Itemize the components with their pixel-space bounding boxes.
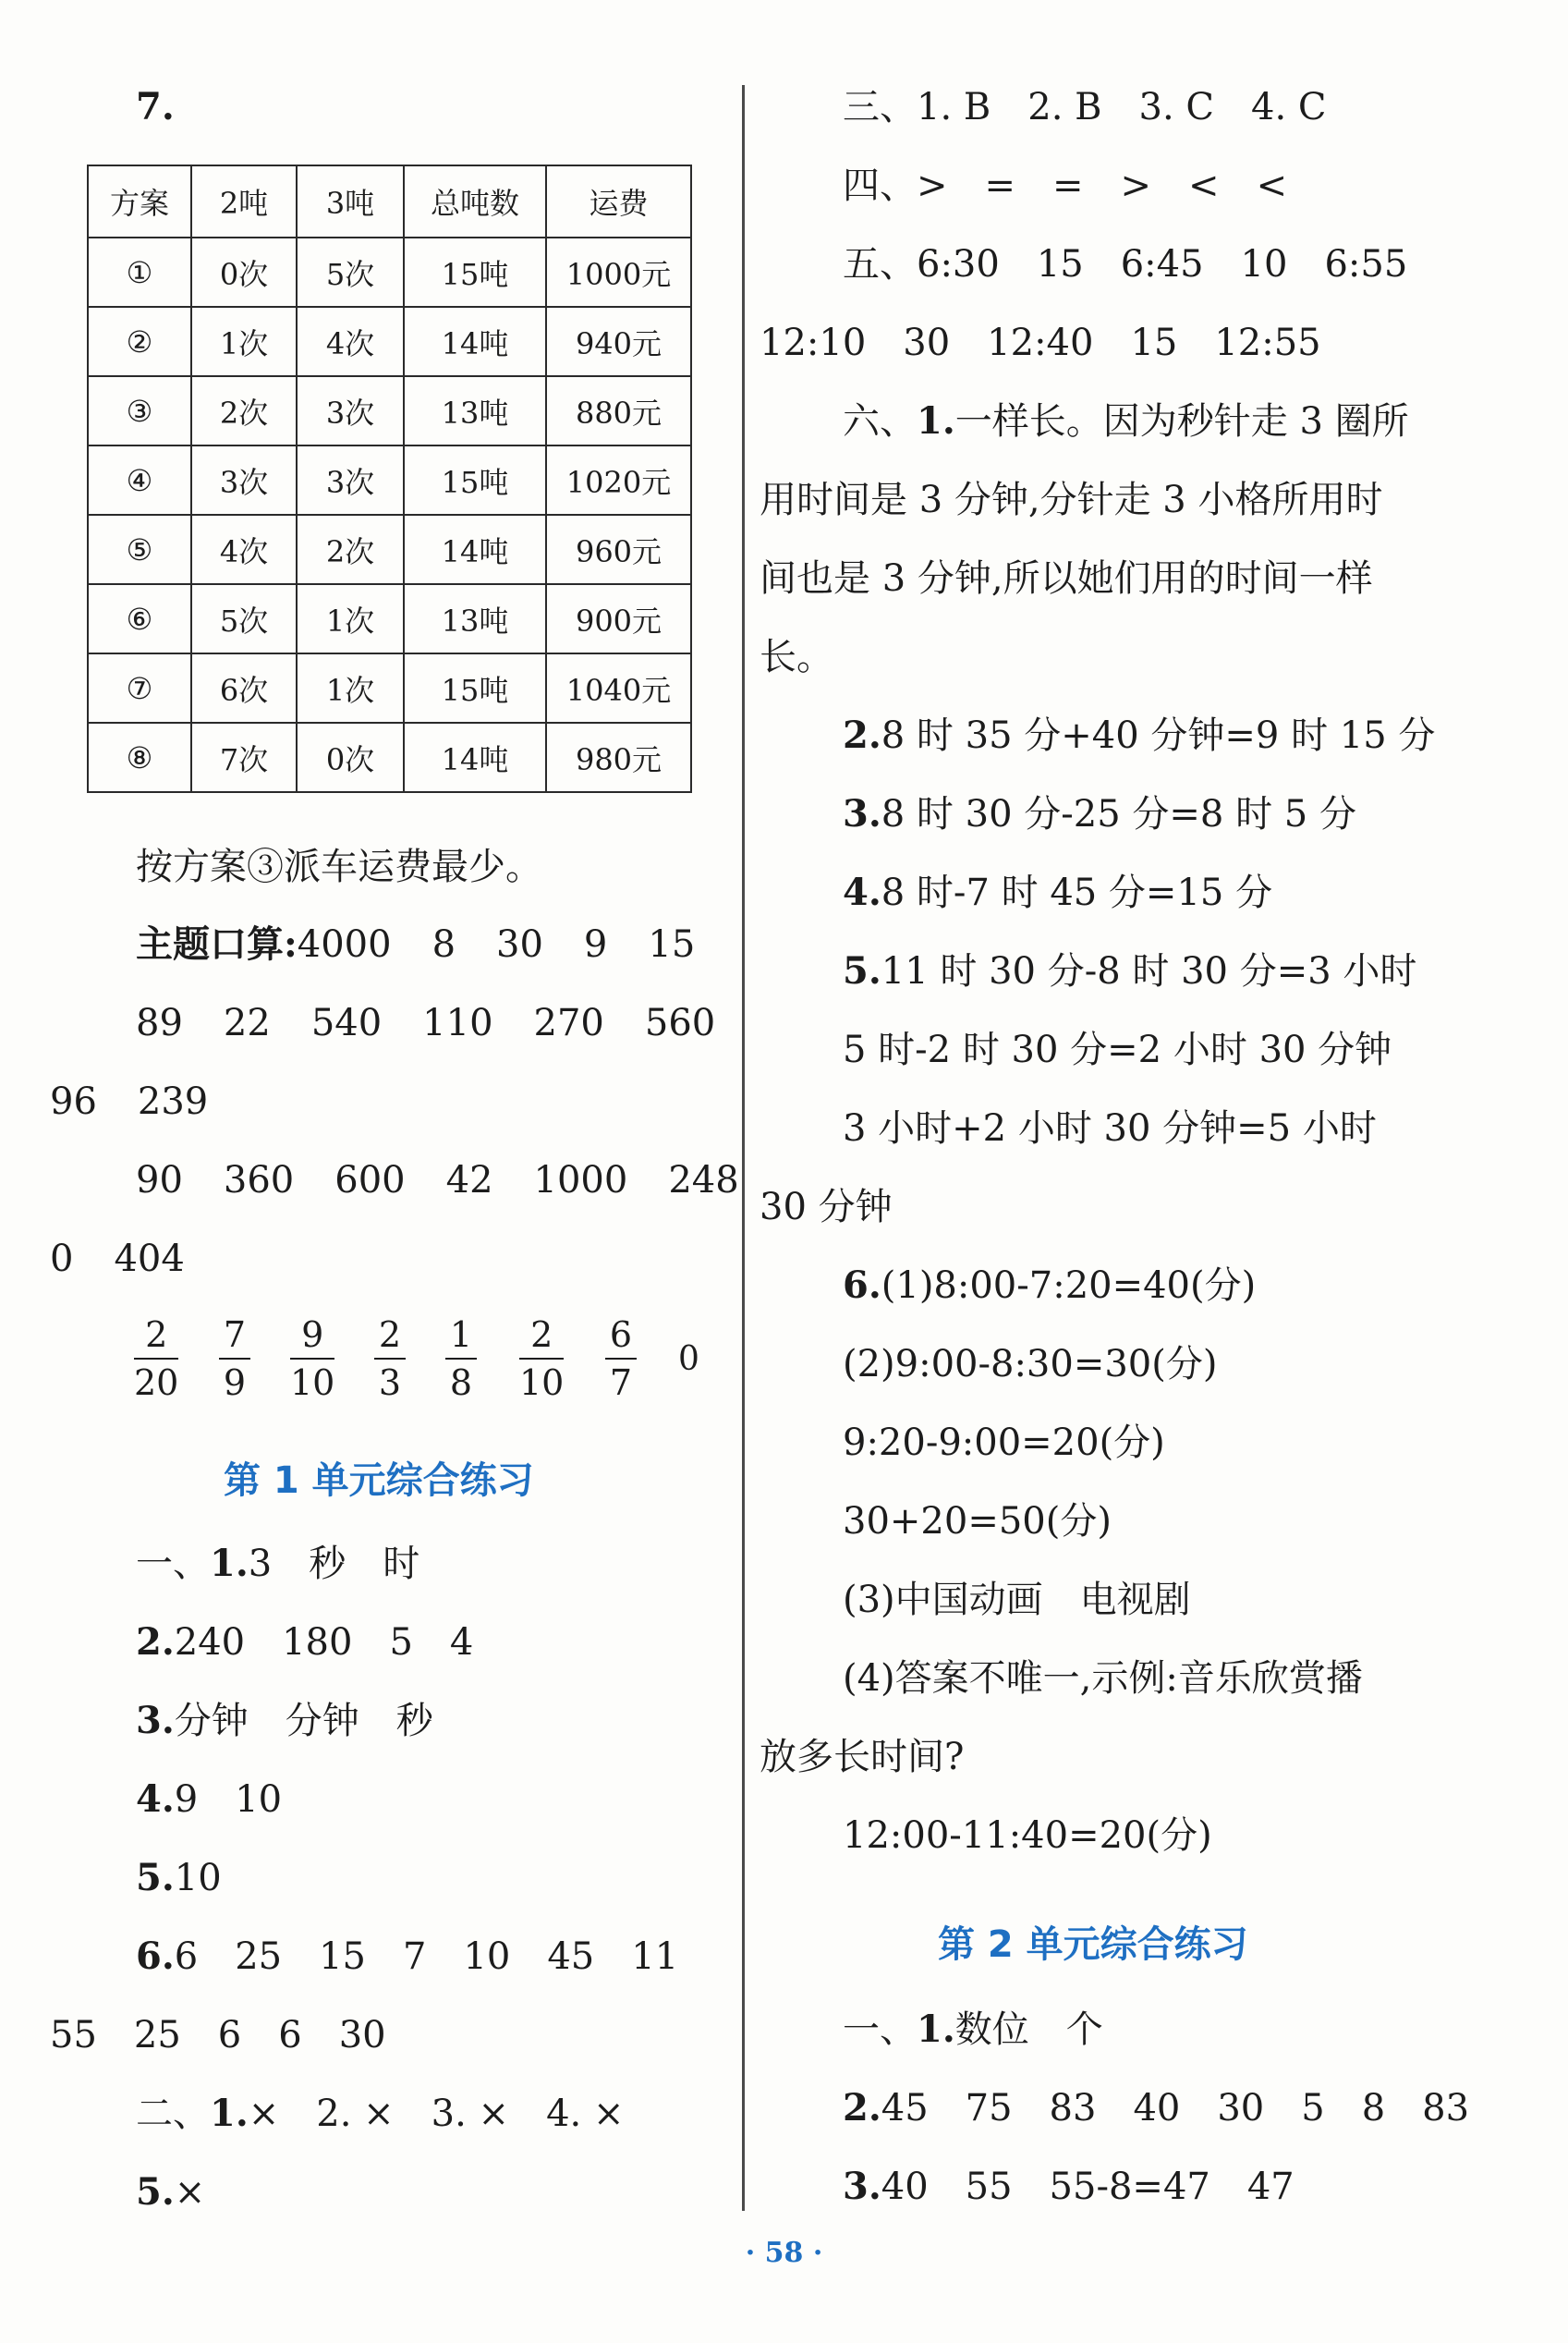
unit1-q3-line — [136, 1699, 433, 1742]
oral-answer: 42 — [445, 1159, 493, 1202]
item-number: 3. — [136, 1699, 175, 1742]
fraction-denominator: 3 — [378, 1362, 402, 1403]
column-divider — [742, 85, 745, 2211]
table-cell: 0次 — [297, 723, 404, 792]
table-cell: 1020元 — [546, 445, 691, 515]
table-cell: 5次 — [297, 238, 404, 307]
table-cell: ⑧ — [88, 723, 191, 792]
table-cell: 13吨 — [404, 584, 546, 653]
section-prefix: 一、 — [136, 1543, 210, 1585]
answer-text: (1)8:00-7:20=40(分) — [881, 1264, 1257, 1307]
liu-q5-line-d: 30 分钟 — [760, 1186, 893, 1228]
section-wu-line-1: 五、6:30 15 6:45 10 6:55 — [843, 243, 1408, 286]
fraction-denominator: 8 — [449, 1362, 473, 1403]
table-cell: ② — [88, 307, 191, 376]
section-si-answers: 四、> = = > < < — [843, 165, 1288, 207]
unit-2-heading: 第 2 单元综合练习 — [938, 1923, 1248, 1966]
table-cell: ④ — [88, 445, 191, 515]
fraction — [374, 1314, 406, 1403]
liu-q1-line-a — [843, 399, 1409, 443]
table-header-cell: 2吨 — [191, 165, 297, 238]
table-cell: 2次 — [191, 376, 297, 445]
table-cell: 3次 — [297, 445, 404, 515]
table-cell: 1次 — [191, 307, 297, 376]
question-7-label: 7. — [136, 85, 175, 128]
table-row — [88, 653, 691, 723]
table-cell: 14吨 — [404, 723, 546, 792]
item-number: 2. — [843, 2086, 881, 2129]
oral-calc-label: 主题口算: — [136, 922, 298, 966]
table-cell: 14吨 — [404, 515, 546, 584]
oral-calc-line-3 — [50, 1080, 209, 1123]
unit-1-heading: 第 1 单元综合练习 — [224, 1459, 534, 1502]
answer-text: 45 75 83 40 30 5 8 83 — [881, 2087, 1470, 2129]
liu-q5-line-c: 3 小时+2 小时 30 分钟=5 小时 — [843, 1107, 1377, 1150]
oral-calc-line-2 — [136, 1002, 716, 1044]
oral-answer: 4000 — [297, 923, 392, 966]
unit1-q6-continuation: 55 25 6 6 30 — [50, 2014, 386, 2056]
answer-text: × 2. × 3. × 4. × — [248, 2093, 625, 2135]
fraction-numerator: 2 — [145, 1314, 168, 1355]
answer-text: 240 180 5 4 — [174, 1621, 474, 1664]
unit1-q5-line — [136, 1856, 222, 1899]
oral-answer: 404 — [114, 1238, 185, 1280]
liu-q6-line-a — [843, 1263, 1257, 1307]
fraction — [134, 1314, 179, 1403]
table-cell: 2次 — [297, 515, 404, 584]
liu-q4-line — [843, 871, 1273, 914]
item-number: 2. — [843, 714, 881, 757]
table-cell: ⑥ — [88, 584, 191, 653]
table-cell: 1次 — [297, 653, 404, 723]
table-cell: 940元 — [546, 307, 691, 376]
oral-answer: 110 — [422, 1002, 493, 1044]
table-cell: 6次 — [191, 653, 297, 723]
liu-q6-line-f: (4)答案不唯一,示例:音乐欣赏播 — [843, 1657, 1363, 1700]
oral-calc-line-1 — [136, 922, 696, 966]
fraction — [605, 1314, 637, 1403]
answer-text: 分钟 分钟 秒 — [174, 1700, 433, 1742]
oral-answer: 8 — [432, 923, 456, 966]
liu-q6-line-c: 9:20-9:00=20(分) — [843, 1422, 1165, 1464]
oral-answer: 239 — [137, 1080, 209, 1123]
section-prefix: 二、 — [136, 2093, 210, 2135]
liu-q6-line-g: 放多长时间? — [760, 1736, 965, 1778]
oral-answer: 90 — [136, 1159, 183, 1202]
table-cell: 1次 — [297, 584, 404, 653]
answer-text: 一样长。因为秒针走 3 圈所 — [954, 400, 1409, 443]
oral-answer: 1000 — [533, 1159, 628, 1202]
table-header-cell: 运费 — [546, 165, 691, 238]
table-cell: 7次 — [191, 723, 297, 792]
fraction-numerator: 2 — [378, 1314, 402, 1355]
table-cell: 15吨 — [404, 238, 546, 307]
table-cell: 3次 — [297, 376, 404, 445]
item-number: 5. — [843, 949, 881, 993]
oral-answer: 96 — [50, 1080, 97, 1123]
item-number: 4. — [843, 871, 881, 914]
fraction — [290, 1314, 335, 1403]
answer-text: 11 时 30 分-8 时 30 分=3 小时 — [881, 950, 1417, 993]
answer-text: 9 10 — [174, 1778, 283, 1821]
fraction-numerator: 7 — [223, 1314, 247, 1355]
item-number: 1. — [917, 399, 955, 443]
fraction — [519, 1314, 565, 1403]
table-cell: ⑦ — [88, 653, 191, 723]
table-cell: 4次 — [297, 307, 404, 376]
page-number: · 58 · — [745, 2237, 823, 2269]
liu-q5-line-b: 5 时-2 时 30 分=2 小时 30 分钟 — [843, 1029, 1392, 1071]
item-number: 6. — [136, 1934, 175, 1978]
unit2-q2-line — [843, 2086, 1470, 2129]
answer-text: 8 时 30 分-25 分=8 时 5 分 — [881, 793, 1356, 836]
oral-calc-line-4 — [136, 1159, 739, 1202]
table-cell: 15吨 — [404, 653, 546, 723]
liu-q1-line-d: 长。 — [760, 636, 833, 678]
table-header-cell: 方案 — [88, 165, 191, 238]
answer-text: 3 秒 时 — [248, 1543, 420, 1585]
oral-answer: 22 — [223, 1002, 271, 1044]
fraction-denominator: 10 — [519, 1362, 565, 1403]
oral-answer: 360 — [223, 1159, 295, 1202]
table-cell: 3次 — [191, 445, 297, 515]
liu-q6-line-b: (2)9:00-8:30=30(分) — [843, 1343, 1218, 1385]
unit1-q4-line — [136, 1777, 283, 1821]
fraction-numerator: 2 — [530, 1314, 553, 1355]
table-cell: 1040元 — [546, 653, 691, 723]
table-cell: 5次 — [191, 584, 297, 653]
item-number: 3. — [843, 792, 881, 836]
unit1-q2-line — [136, 1620, 474, 1664]
fraction-denominator: 7 — [609, 1362, 633, 1403]
liu-q2-line — [843, 714, 1436, 757]
table-cell: 980元 — [546, 723, 691, 792]
table-cell: 880元 — [546, 376, 691, 445]
oral-answer: 248 — [668, 1159, 739, 1202]
item-number: 4. — [136, 1777, 175, 1821]
answer-text: 8 时-7 时 45 分=15 分 — [881, 872, 1273, 914]
transport-plan-table — [87, 165, 692, 793]
oral-calc-line-5 — [50, 1238, 185, 1280]
answer-text: 数位 个 — [954, 2008, 1103, 2051]
table-cell: ③ — [88, 376, 191, 445]
item-number: 3. — [843, 2165, 881, 2208]
oral-answer: 540 — [310, 1002, 383, 1044]
oral-answer: 600 — [334, 1159, 406, 1202]
liu-q6-line-e: (3)中国动画 电视剧 — [843, 1579, 1191, 1621]
fraction-tail-zero: 0 — [678, 1340, 699, 1378]
fraction-numerator: 1 — [449, 1314, 473, 1355]
table-row — [88, 515, 691, 584]
answer-text: × — [174, 2171, 206, 2214]
answer-text: 10 — [174, 1857, 222, 1899]
item-number: 5. — [136, 2170, 175, 2214]
table-cell: ⑤ — [88, 515, 191, 584]
liu-q1-line-b: 用时间是 3 分钟,分针走 3 小格所用时 — [760, 479, 1383, 521]
table-row — [88, 445, 691, 515]
table-cell: 960元 — [546, 515, 691, 584]
oral-answer: 89 — [136, 1002, 183, 1044]
table-header-cell: 3吨 — [297, 165, 404, 238]
table-row — [88, 307, 691, 376]
fraction-denominator: 9 — [223, 1362, 247, 1403]
liu-q3-line — [843, 792, 1356, 836]
liu-q6-line-h: 12:00-11:40=20(分) — [843, 1814, 1212, 1857]
fraction — [219, 1314, 250, 1403]
table-cell: 1000元 — [546, 238, 691, 307]
oral-answer: 270 — [533, 1002, 604, 1044]
unit2-q3-line — [843, 2165, 1295, 2208]
table-cell: 13吨 — [404, 376, 546, 445]
answer-text: 6 25 15 7 10 45 11 — [174, 1935, 679, 1978]
answer-text: 40 55 55-8=47 47 — [881, 2166, 1295, 2208]
unit1-q6-line — [136, 1934, 679, 1978]
oral-answer: 560 — [644, 1002, 716, 1044]
item-number: 5. — [136, 1856, 175, 1899]
item-number: 2. — [136, 1620, 175, 1664]
table-cell: ① — [88, 238, 191, 307]
oral-answer: 0 — [50, 1238, 74, 1280]
answer-text: 8 时 35 分+40 分钟=9 时 15 分 — [881, 714, 1436, 757]
table-header-cell: 总吨数 — [404, 165, 546, 238]
fraction — [445, 1314, 477, 1403]
liu-q1-line-c: 间也是 3 分钟,所以她们用的时间一样 — [760, 557, 1373, 600]
liu-q6-line-d: 30+20=50(分) — [843, 1500, 1112, 1543]
oral-answer: 30 — [496, 923, 543, 966]
item-number: 1. — [917, 2007, 955, 2051]
unit1-er-line — [136, 2092, 625, 2135]
table-cell: 15吨 — [404, 445, 546, 515]
section-prefix: 一、 — [843, 2008, 917, 2051]
unit2-q1-line — [843, 2007, 1103, 2051]
item-number: 1. — [210, 1542, 249, 1585]
item-number: 1. — [210, 2092, 249, 2135]
table-row — [88, 238, 691, 307]
fraction-denominator: 10 — [290, 1362, 335, 1403]
section-prefix: 六、 — [843, 400, 917, 443]
liu-q5-line-a — [843, 949, 1417, 993]
fraction-denominator: 20 — [134, 1362, 179, 1403]
table-row — [88, 584, 691, 653]
section-wu-line-2: 12:10 30 12:40 15 12:55 — [760, 322, 1321, 364]
table-cell: 900元 — [546, 584, 691, 653]
plan-conclusion: 按方案③派车运费最少。 — [136, 846, 542, 888]
fraction-numerator: 9 — [301, 1314, 324, 1355]
table-cell: 14吨 — [404, 307, 546, 376]
oral-answer: 15 — [648, 923, 696, 966]
table-header-row — [88, 165, 691, 238]
unit1-q1-line — [136, 1542, 420, 1585]
table-cell: 4次 — [191, 515, 297, 584]
section-san-answers: 三、1. B 2. B 3. C 4. C — [843, 86, 1327, 128]
item-number: 6. — [843, 1263, 881, 1307]
table-row — [88, 723, 691, 792]
table-row — [88, 376, 691, 445]
table-cell: 0次 — [191, 238, 297, 307]
oral-answer: 9 — [583, 923, 608, 966]
fraction-numerator: 6 — [609, 1314, 633, 1355]
unit1-er-5-line — [136, 2170, 206, 2214]
